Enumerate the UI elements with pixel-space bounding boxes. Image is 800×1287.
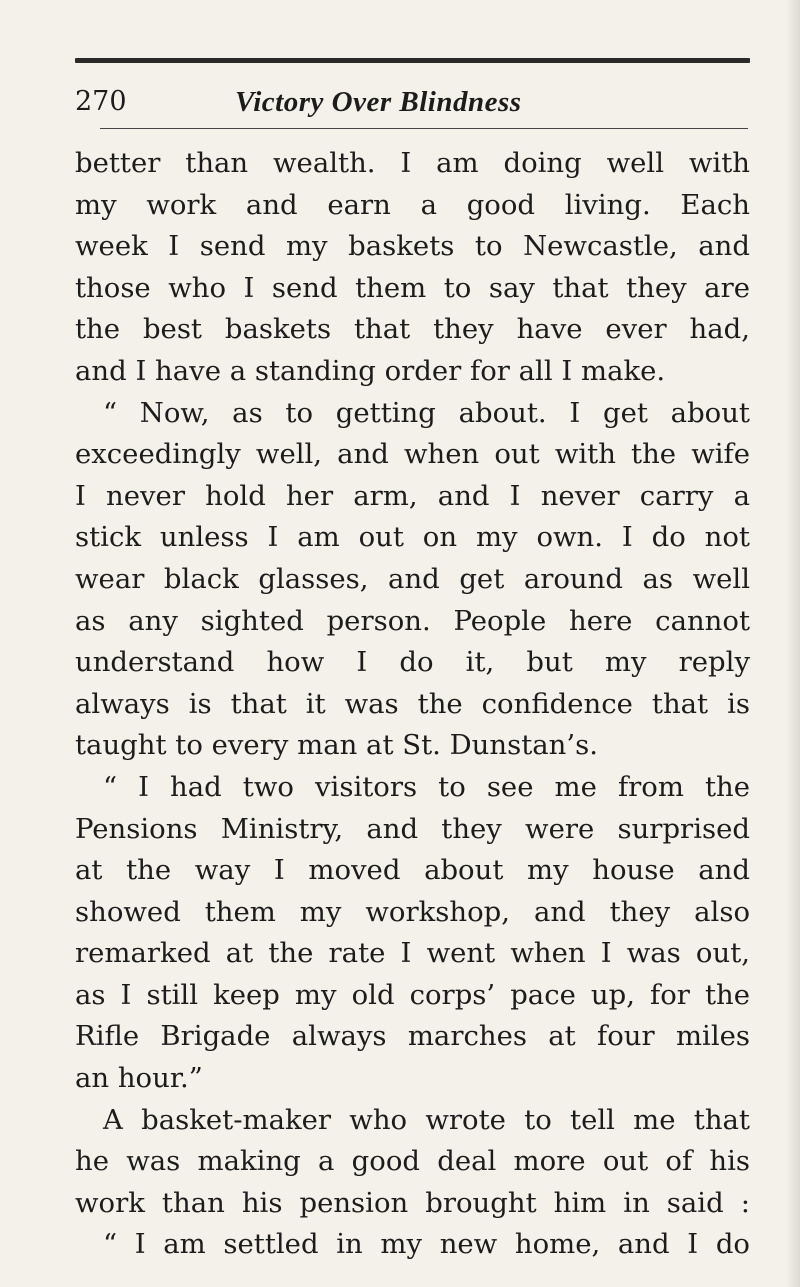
text-line: Pensions Ministry, and they were surprised	[75, 812, 750, 845]
text-line: Rifle Brigade always marches at four miles	[75, 1020, 750, 1053]
text-line: better than wealth. I am doing well with	[75, 147, 750, 179]
header-rule	[100, 128, 748, 129]
text-line: “ Now, as to getting about. I get about	[103, 396, 750, 429]
page-header	[75, 82, 750, 122]
page-number: 270	[75, 86, 127, 117]
text-line: “ I am settled in my new home, and I do	[103, 1228, 750, 1261]
text-line: and I have a standing order for all I make.	[75, 354, 666, 387]
text-line: “ I had two visitors to see me from the	[103, 770, 750, 803]
body-text	[75, 143, 750, 1266]
text-line: always is that it was the confidence that is	[75, 687, 750, 720]
text-line: taught to every man at St. Dunstan’s.	[75, 729, 598, 762]
text-line: exceedingly well, and when out with the wife	[75, 438, 750, 471]
text-line: my work and earn a good living. Each	[75, 188, 750, 221]
text-line: wear black glasses, and get around as well	[75, 562, 750, 595]
text-line: week I send my baskets to Newcastle, and	[75, 230, 750, 263]
text-line: work than his pension brought him in said :	[75, 1186, 750, 1219]
text-line: at the way I moved about my house and	[75, 854, 750, 887]
top-rule	[75, 58, 750, 63]
text-line: those who I send them to say that they are	[75, 271, 750, 304]
running-title: Victory Over Blindness	[235, 86, 522, 118]
text-line: I never hold her arm, and I never carry a	[75, 479, 750, 512]
text-line: an hour.”	[75, 1062, 203, 1095]
text-line: the best baskets that they have ever had,	[75, 313, 750, 346]
text-line: stick unless I am out on my own. I do not	[75, 521, 750, 554]
text-line: understand how I do it, but my reply	[75, 646, 750, 679]
text-line: he was making a good deal more out of his	[75, 1145, 750, 1178]
text-line: as any sighted person. People here cannot	[75, 604, 750, 637]
text-line: as I still keep my old corps’ pace up, for the	[75, 978, 750, 1011]
text-line: showed them my workshop, and they also	[75, 895, 750, 928]
page-edge-shadow	[786, 0, 800, 1287]
text-line: remarked at the rate I went when I was out,	[75, 937, 750, 970]
text-line: A basket-maker who wrote to tell me that	[103, 1103, 750, 1136]
